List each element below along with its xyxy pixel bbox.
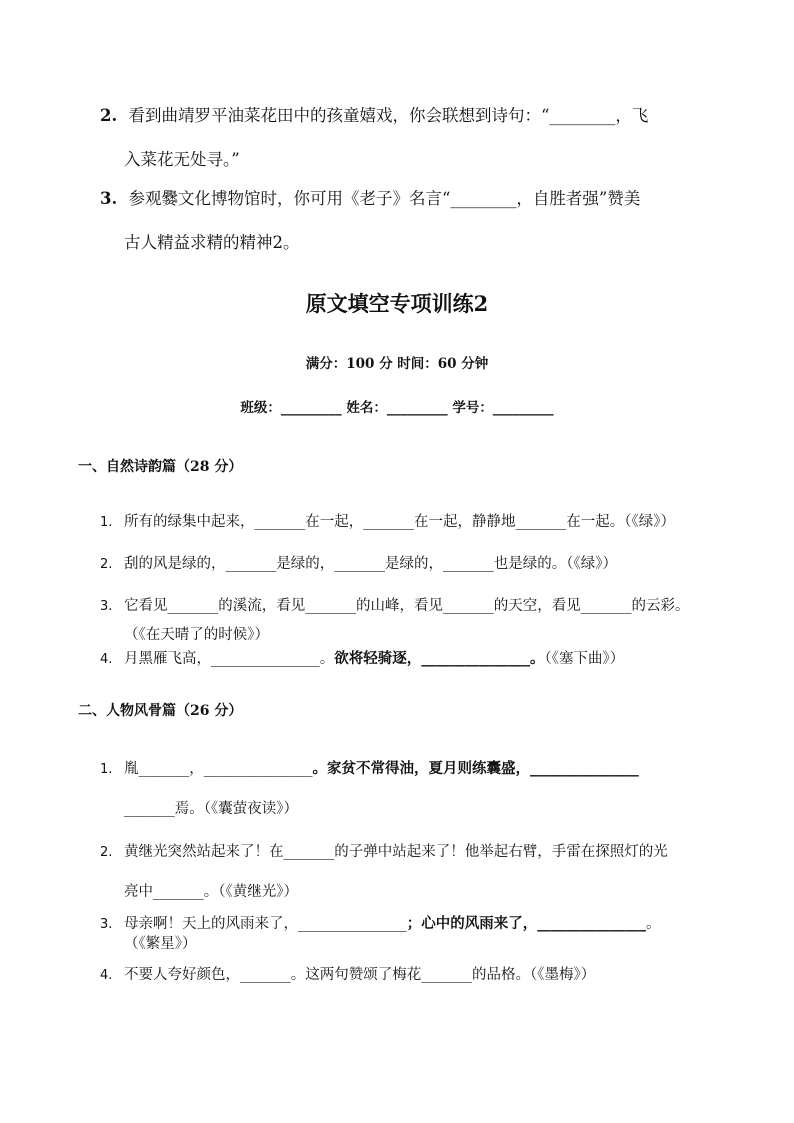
list-item [100,556,617,573]
section-heading: 一、自然诗韵篇（28 分） [78,459,243,475]
item-text: 它看见_______的溪流，看见_______的山峰，看见_______的天空，看见_______的云彩。 [124,598,690,614]
list-item [100,598,690,615]
page-title: 原文填空专项训练2 [305,291,489,316]
item-number: 3. [100,599,113,614]
item-text: 所有的绿集中起来，_______在一起，_______在一起，静静地_______在一起。（《绿》） [124,514,675,530]
item-text: 不要人夸好颜色，_______。这两句赞颂了梅花_______的品格。（《墨梅》） [124,967,596,983]
item-continuation: _______焉。（《囊萤夜读》） [124,801,298,817]
item-number: 3. [100,917,113,932]
item-continuation: （《在天晴了的时候》） [124,627,269,643]
item-text: 胤_______，_______________ [124,761,313,777]
list-item [100,760,639,778]
item-number: 2. [100,557,113,572]
item-text: 月黑雁飞高，_______________。 [124,651,335,667]
item-text: 母亲啊！天上的风雨来了，_______________ [124,916,407,932]
section-heading: 二、人物风骨篇（26 分） [78,703,243,719]
list-item [100,915,661,933]
question-3-line1 [100,189,640,209]
question-2-line1 [100,106,648,126]
item-text: 黄继光突然站起来了！在_______的子弹中站起来了！他举起右臂，手雷在探照灯的光 [124,844,668,860]
item-text-bold: 。家贫不常得油，夏月则练囊盛，_______________ [312,760,639,777]
list-item [100,967,595,984]
list-item [100,514,675,531]
item-continuation: （《繁星》） [124,936,197,952]
item-text-end: 。 [646,916,661,932]
question-number: 2. [100,106,118,125]
item-continuation: 亮中_______。（《黄继光》） [124,884,298,900]
question-3-line2: 古人精益求精的精神2。 [124,233,300,252]
list-item [100,650,624,668]
question-text: 参观爨文化博物馆时，你可用《老子》名言“________，自胜者强”赞美 [128,189,641,208]
item-text-bold: 欲将轻骑逐，_______________。 [334,650,545,667]
score-time: 满分：100 分 时间：60 分钟 [305,356,489,372]
item-number: 1. [100,515,113,530]
item-number: 4. [100,968,113,983]
item-number: 4. [100,652,113,667]
list-item [100,844,668,861]
question-2-line2: 入菜花无处寻。” [124,150,240,169]
question-number: 3. [100,189,118,208]
item-source: （《塞下曲》） [544,651,625,667]
item-text: 刮的风是绿的，_______是绿的，_______是绿的，_______也是绿的。（《绿》） [124,556,617,572]
item-text-bold: ；心中的风雨来了，_______________ [406,915,646,932]
student-info-line: 班级：_________ 姓名：_________ 学号：_________ [240,400,554,416]
item-number: 2. [100,845,113,860]
question-text: 看到曲靖罗平油菜花田中的孩童嬉戏，你会联想到诗句：“________，飞 [128,106,649,125]
item-number: 1. [100,762,113,777]
